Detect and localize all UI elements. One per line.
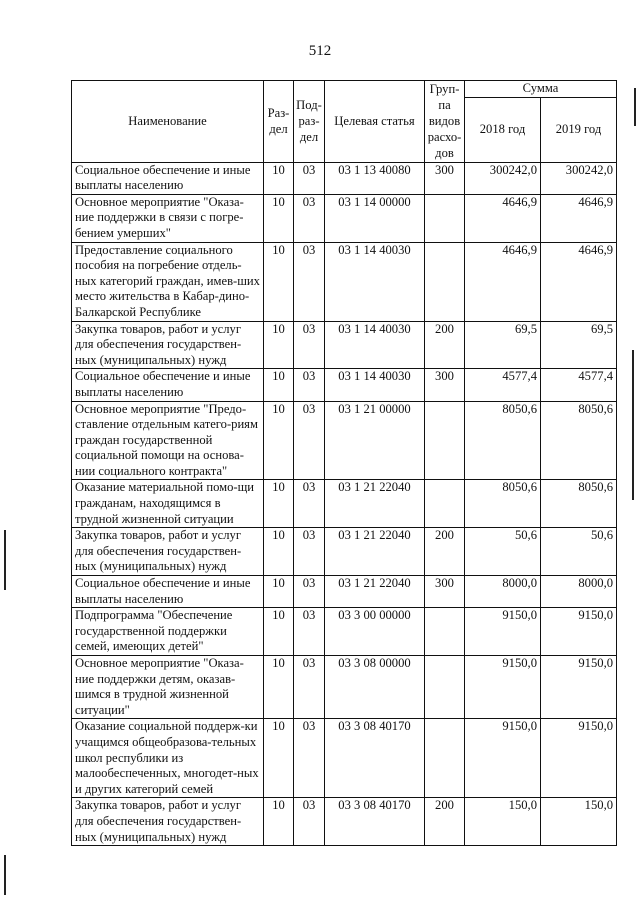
cell-razdel: 10 [264, 528, 294, 576]
cell-group: 200 [425, 798, 465, 846]
cell-2019: 4646,9 [541, 242, 617, 321]
cell-target: 03 3 08 40170 [325, 719, 425, 798]
cell-razdel: 10 [264, 798, 294, 846]
cell-group [425, 242, 465, 321]
cell-group [425, 656, 465, 719]
cell-target: 03 1 21 22040 [325, 480, 425, 528]
cell-2018: 300242,0 [465, 162, 541, 194]
cell-name: Оказание материальной помо-щи гражданам, находящимся в трудной жизненной ситуации [72, 480, 264, 528]
cell-razdel: 10 [264, 401, 294, 480]
cell-name: Основное мероприятие "Оказа-ние поддержки в связи с погре-бением умерших" [72, 194, 264, 242]
edge-mark-left-bottom [4, 855, 6, 895]
cell-name: Основное мероприятие "Предо-ставление отдельным катего-риям граждан государственной социальной помощи на основа-нии социального контракта" [72, 401, 264, 480]
cell-2018: 4646,9 [465, 242, 541, 321]
cell-name: Предоставление социального пособия на погребение отдель-ных категорий граждан, имев-ших место жительства в Кабар-дино-Балкарской Республике [72, 242, 264, 321]
header-2019: 2019 год [541, 97, 617, 162]
table-row [72, 321, 617, 369]
cell-group: 300 [425, 162, 465, 194]
cell-podrazdel: 03 [294, 194, 325, 242]
cell-name: Закупка товаров, работ и услуг для обеспечения государствен-ных (муниципальных) нужд [72, 798, 264, 846]
cell-podrazdel: 03 [294, 321, 325, 369]
cell-2019: 9150,0 [541, 608, 617, 656]
cell-podrazdel: 03 [294, 369, 325, 401]
cell-group [425, 719, 465, 798]
cell-group: 200 [425, 528, 465, 576]
cell-razdel: 10 [264, 719, 294, 798]
edge-mark-left-mid [4, 530, 6, 590]
cell-name: Социальное обеспечение и иные выплаты населению [72, 369, 264, 401]
cell-group [425, 480, 465, 528]
cell-podrazdel: 03 [294, 242, 325, 321]
cell-razdel: 10 [264, 194, 294, 242]
cell-podrazdel: 03 [294, 719, 325, 798]
table-row [72, 401, 617, 480]
cell-group [425, 401, 465, 480]
table-body [72, 162, 617, 846]
cell-group: 200 [425, 321, 465, 369]
cell-target: 03 3 08 40170 [325, 798, 425, 846]
cell-2019: 9150,0 [541, 656, 617, 719]
cell-2019: 8000,0 [541, 576, 617, 608]
cell-2019: 4646,9 [541, 194, 617, 242]
cell-target: 03 3 00 00000 [325, 608, 425, 656]
cell-name: Закупка товаров, работ и услуг для обеспечения государствен-ных (муниципальных) нужд [72, 321, 264, 369]
table-row [72, 656, 617, 719]
cell-podrazdel: 03 [294, 162, 325, 194]
cell-2018: 50,6 [465, 528, 541, 576]
cell-razdel: 10 [264, 321, 294, 369]
cell-name: Оказание социальной поддерж-ки учащимся общеобразова-тельных школ республики из малообеспеченных, многодет-ных и других категорий семей [72, 719, 264, 798]
cell-target: 03 1 21 22040 [325, 528, 425, 576]
cell-2018: 150,0 [465, 798, 541, 846]
cell-2018: 9150,0 [465, 608, 541, 656]
table-row [72, 162, 617, 194]
cell-razdel: 10 [264, 480, 294, 528]
cell-podrazdel: 03 [294, 798, 325, 846]
cell-group [425, 194, 465, 242]
cell-group: 300 [425, 369, 465, 401]
table-row [72, 369, 617, 401]
cell-2018: 4646,9 [465, 194, 541, 242]
table-row [72, 242, 617, 321]
cell-2019: 150,0 [541, 798, 617, 846]
cell-razdel: 10 [264, 656, 294, 719]
cell-razdel: 10 [264, 608, 294, 656]
budget-table [71, 80, 617, 846]
cell-target: 03 3 08 00000 [325, 656, 425, 719]
header-name: Наименование [72, 81, 264, 163]
cell-2018: 9150,0 [465, 719, 541, 798]
table-row [72, 719, 617, 798]
cell-razdel: 10 [264, 369, 294, 401]
table-row [72, 608, 617, 656]
cell-podrazdel: 03 [294, 608, 325, 656]
cell-group: 300 [425, 576, 465, 608]
cell-2019: 69,5 [541, 321, 617, 369]
table-row [72, 194, 617, 242]
cell-2019: 9150,0 [541, 719, 617, 798]
cell-2019: 4577,4 [541, 369, 617, 401]
cell-target: 03 1 21 00000 [325, 401, 425, 480]
header-podrazdel: Под-раз-дел [294, 81, 325, 163]
cell-2018: 4577,4 [465, 369, 541, 401]
cell-target: 03 1 13 40080 [325, 162, 425, 194]
cell-2018: 8000,0 [465, 576, 541, 608]
cell-razdel: 10 [264, 162, 294, 194]
cell-2018: 8050,6 [465, 401, 541, 480]
cell-2019: 8050,6 [541, 401, 617, 480]
page-number: 512 [308, 43, 332, 59]
cell-podrazdel: 03 [294, 528, 325, 576]
cell-2018: 69,5 [465, 321, 541, 369]
table-row [72, 528, 617, 576]
edge-mark-right-top [634, 88, 636, 126]
cell-podrazdel: 03 [294, 576, 325, 608]
table-row [72, 480, 617, 528]
cell-target: 03 1 21 22040 [325, 576, 425, 608]
header-razdel: Раз-дел [264, 81, 294, 163]
cell-name: Социальное обеспечение и иные выплаты населению [72, 162, 264, 194]
cell-2018: 9150,0 [465, 656, 541, 719]
cell-group [425, 608, 465, 656]
cell-target: 03 1 14 40030 [325, 242, 425, 321]
cell-target: 03 1 14 40030 [325, 321, 425, 369]
cell-target: 03 1 14 00000 [325, 194, 425, 242]
table-row [72, 576, 617, 608]
edge-mark-right-mid [632, 350, 634, 500]
header-target: Целевая статья [325, 81, 425, 163]
cell-2019: 8050,6 [541, 480, 617, 528]
cell-podrazdel: 03 [294, 480, 325, 528]
table-header [72, 81, 617, 163]
table-row [72, 798, 617, 846]
cell-2019: 300242,0 [541, 162, 617, 194]
header-sum: Сумма [465, 81, 617, 98]
cell-name: Социальное обеспечение и иные выплаты населению [72, 576, 264, 608]
cell-razdel: 10 [264, 242, 294, 321]
cell-name: Закупка товаров, работ и услуг для обеспечения государствен-ных (муниципальных) нужд [72, 528, 264, 576]
cell-2019: 50,6 [541, 528, 617, 576]
cell-podrazdel: 03 [294, 656, 325, 719]
cell-name: Подпрограмма "Обеспечение государственной поддержки семей, имеющих детей" [72, 608, 264, 656]
cell-target: 03 1 14 40030 [325, 369, 425, 401]
header-group: Груп-па видов расхо-дов [425, 81, 465, 163]
cell-2018: 8050,6 [465, 480, 541, 528]
cell-podrazdel: 03 [294, 401, 325, 480]
header-2018: 2018 год [465, 97, 541, 162]
cell-name: Основное мероприятие "Оказа-ние поддержки детям, оказав-шимся в трудной жизненной ситуации" [72, 656, 264, 719]
cell-razdel: 10 [264, 576, 294, 608]
